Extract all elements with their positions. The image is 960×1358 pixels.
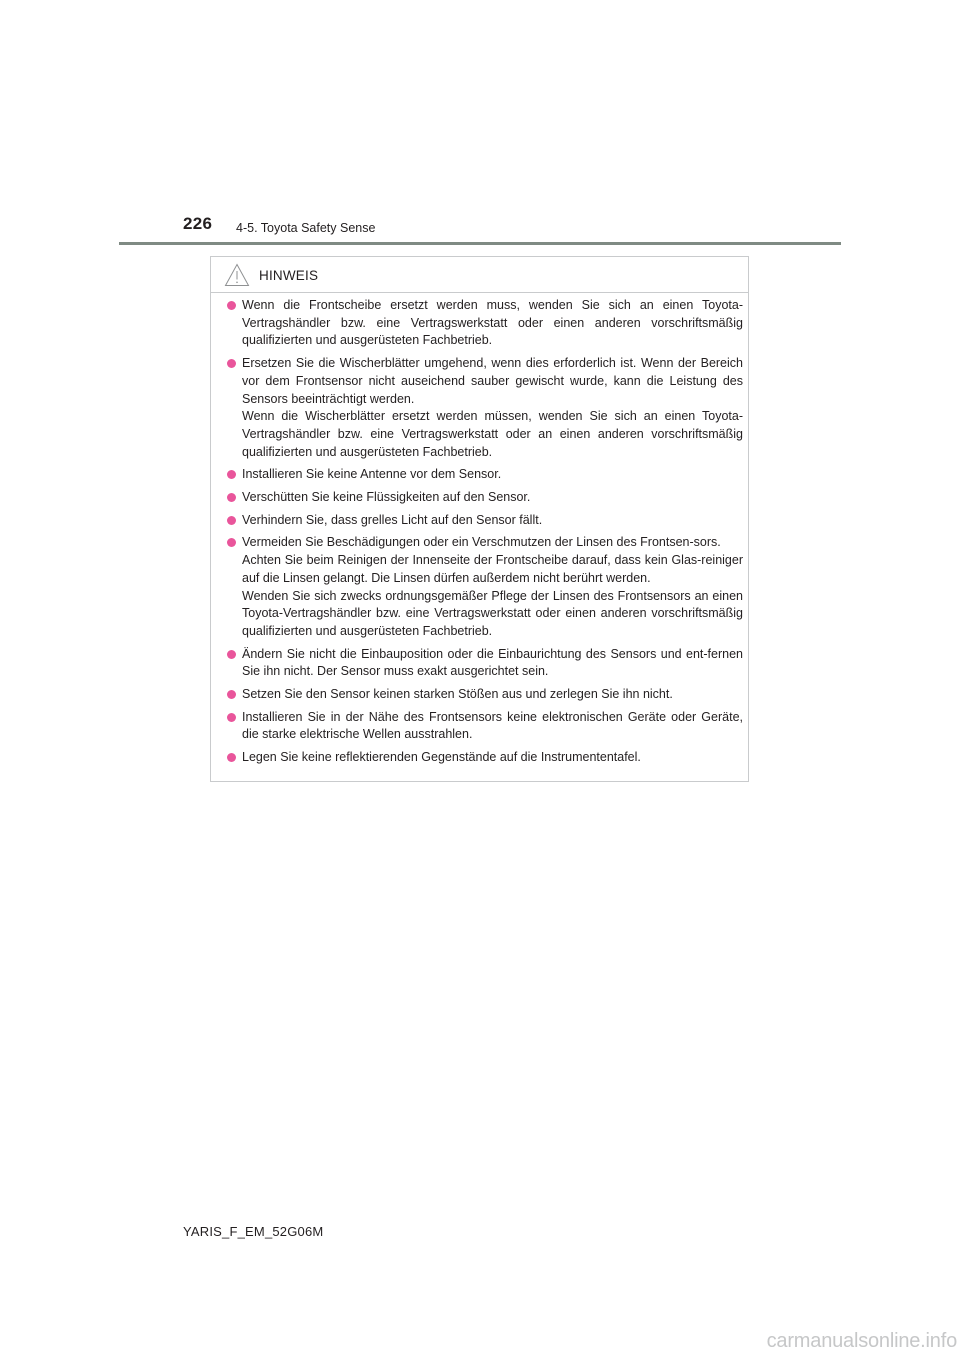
bullet-icon (227, 516, 236, 525)
bullet-icon (227, 493, 236, 502)
header-divider (119, 242, 841, 245)
notice-item (227, 686, 743, 704)
notice-item (227, 355, 743, 461)
notice-item-paragraph: Wenden Sie sich zwecks ordnungsgemäßer Pflege der Linsen des Frontsensors an einen Toyota-Vertragshändler bzw. eine Vertragswerkstatt oder einen anderen vorschriftsmäßig qualifizierten und ausgerüsteten Fachbetrieb. (242, 588, 743, 638)
notice-box (210, 256, 749, 782)
page-number: 226 (183, 214, 213, 233)
notice-item (227, 749, 743, 767)
bullet-icon (227, 650, 236, 659)
bullet-icon (227, 301, 236, 310)
notice-item-paragraph: Legen Sie keine reflektierenden Gegenstände auf die Instrumententafel. (242, 750, 641, 765)
notice-item-paragraph: Installieren Sie keine Antenne vor dem Sensor. (242, 467, 502, 482)
notice-item-paragraph: Installieren Sie in der Nähe des Frontsensors keine elektronischen Geräte oder Geräte, die starke elektrische Wellen ausstrahlen. (242, 709, 743, 742)
notice-item-paragraph: Verhindern Sie, dass grelles Licht auf den Sensor fällt. (242, 512, 543, 527)
notice-item (227, 534, 743, 640)
notice-item-paragraph: Wenn die Frontscheibe ersetzt werden muss, wenden Sie sich an einen Toyota-Vertragshändler bzw. eine Vertragswerkstatt oder einen anderen vorschriftsmäßig qualifizierten und ausgerüsteten Fachbetrieb. (242, 298, 743, 348)
bullet-icon (227, 753, 236, 762)
notice-item-paragraph: Setzen Sie den Sensor keinen starken Stößen aus und zerlegen Sie ihn nicht. (242, 687, 673, 702)
bullet-icon (227, 538, 236, 547)
notice-item-paragraph: Vermeiden Sie Beschädigungen oder ein Verschmutzen der Linsen des Frontsen-sors. (242, 535, 721, 550)
notice-title: HINWEIS (259, 268, 319, 283)
watermark: carmanualsonline.info (766, 1330, 957, 1352)
notice-item (227, 297, 743, 350)
warning-triangle-icon (224, 263, 250, 287)
bullet-icon (227, 713, 236, 722)
notice-item-paragraph: Achten Sie beim Reinigen der Innenseite der Frontscheibe darauf, dass kein Glas-reiniger auf die Linsen gelangt. Die Linsen dürfen außerdem nicht berührt werden. (242, 553, 743, 585)
notice-item-paragraph: Wenn die Wischerblätter ersetzt werden müssen, wenden Sie sich an einen Toyota-Vertragshändler bzw. eine Vertragswerkstatt oder an einen anderen vorschriftsmäßig qualifizierten und ausgerüsteten Fachbetrieb. (242, 409, 743, 459)
bullet-icon (227, 470, 236, 479)
notice-list (227, 297, 743, 772)
section-title: 4-5. Toyota Safety Sense (236, 221, 376, 235)
notice-item-paragraph: Ändern Sie nicht die Einbauposition oder die Einbaurichtung des Sensors und ent-fernen Sie ihn nicht. Der Sensor muss exakt ausgerichtet sein. (242, 646, 743, 679)
notice-item (227, 709, 743, 744)
notice-item-paragraph: Verschütten Sie keine Flüssigkeiten auf den Sensor. (242, 490, 531, 505)
notice-item (227, 646, 743, 681)
bullet-icon (227, 359, 236, 368)
bullet-icon (227, 690, 236, 699)
notice-item (227, 466, 743, 484)
notice-item-paragraph: Ersetzen Sie die Wischerblätter umgehend, wenn dies erforderlich ist. Wenn der Bereich vor dem Frontsensor nicht auseichend sauber gewischt wurde, kann die Leistung des Sensors beeinträchtigt werden. (242, 356, 743, 406)
notice-header-divider (211, 292, 748, 293)
notice-item (227, 512, 743, 530)
notice-item (227, 489, 743, 507)
footer-document-code: YARIS_F_EM_52G06M (183, 1224, 324, 1239)
